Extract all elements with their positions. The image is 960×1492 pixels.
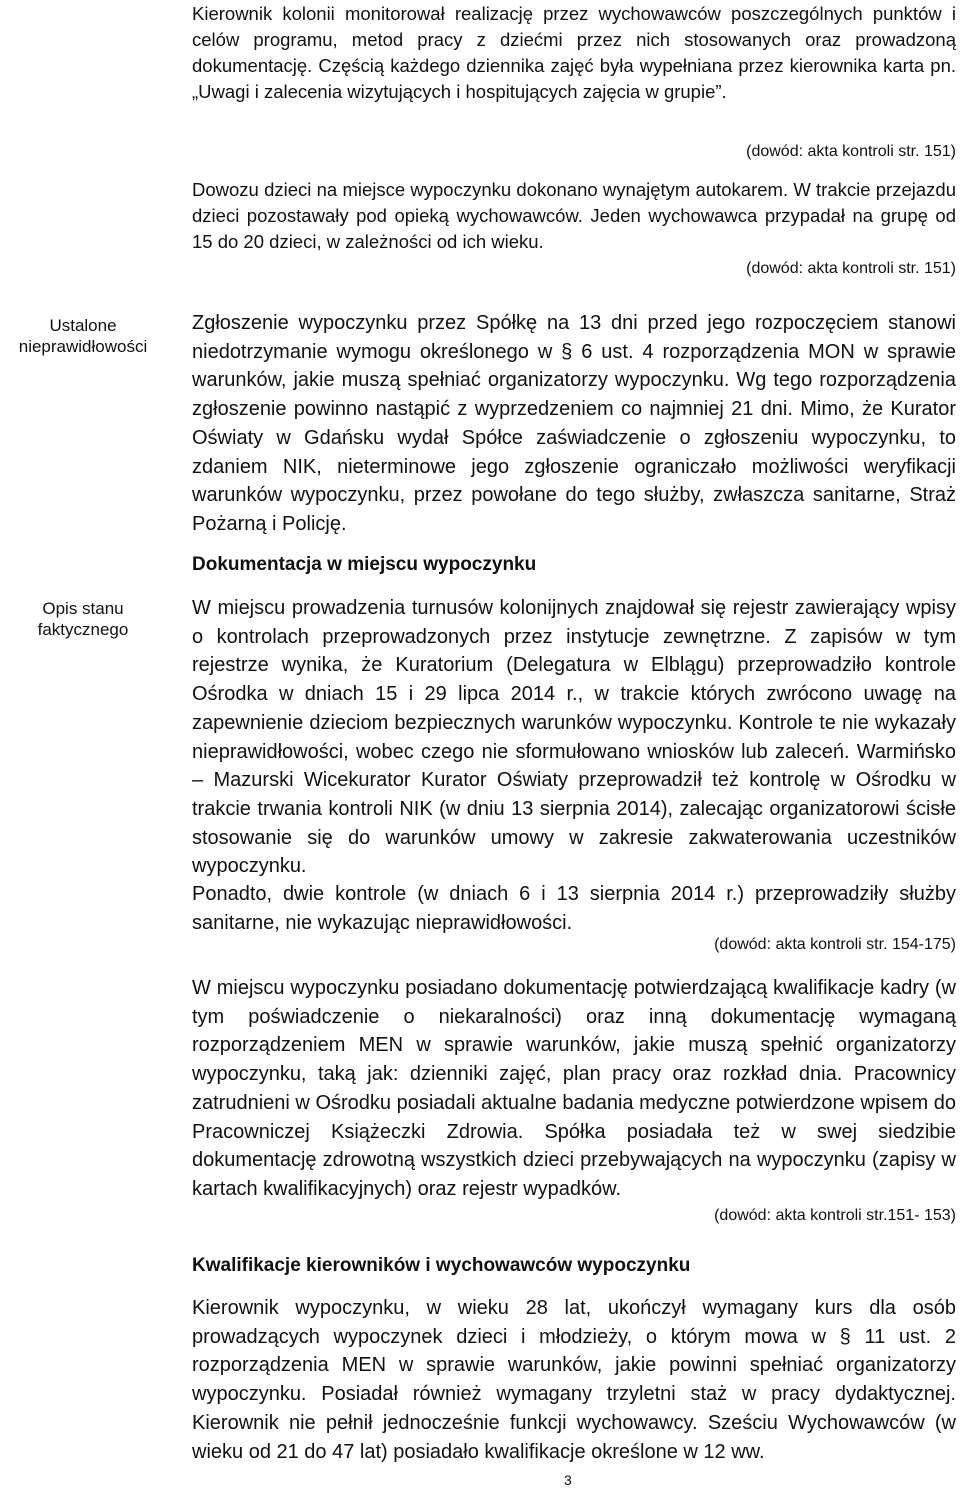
page-number: 3 — [564, 1472, 572, 1488]
paragraph-sanitary: Ponadto, dwie kontrole (w dniach 6 i 13 sierpnia 2014 r.) przeprowadziły służby sanitarne, nie wykazując nieprawidłowości. — [192, 883, 956, 934]
heading-qualifications: Kwalifikacje kierowników i wychowawców wypoczynku — [192, 1255, 691, 1276]
source-note-4: (dowód: akta kontroli str.151- 153) — [714, 1207, 956, 1224]
margin-note-opis: Opis stanu faktycznego — [37, 599, 129, 639]
source-note-3: (dowód: akta kontroli str. 154-175) — [714, 936, 956, 953]
paragraph-qualifications: Kierownik wypoczynku, w wieku 28 lat, ukończył wymagany kurs dla osób prowadzących wypoczynek dzieci i młodzieży, o którym mowa w § 11 ust. 2 rozporządzenia MEN w sprawie warunków, jakie powinni spełniać organizatorzy wypoczynku. Posiadał również wymagany trzyletni staż w pracy dydaktycznej. Kierownik nie pełnił jednocześnie funkcji wychowawcy. Sześciu Wychowawców (w wieku od 21 do 47 lat) posiadało kwalifikacje określone w 12 ww. — [192, 1297, 956, 1463]
source-note-1: (dowód: akta kontroli str. 151) — [746, 143, 956, 160]
paragraph-transport: Dowozu dzieci na miejsce wypoczynku dokonano wynajętym autokarem. W trakcie przejazdu dzieci pozostawały pod opieką wychowawców. Jeden wychowawca przypadał na grupę od 15 do 20 dzieci, w zależności od ich wieku. — [192, 179, 956, 252]
margin-note-ustalone: Ustalone nieprawidłowości — [18, 316, 148, 356]
paragraph-monitoring: Kierownik kolonii monitorował realizację przez wychowawców poszczególnych punktów i celów programu, metod pracy z dziećmi przez nich stosowanych oraz prowadzoną dokumentację. Częścią każdego dziennika zajęć była wypełniana przez kierownika karta pn. „Uwagi i zalecenia wizytujących i hospitujących zajęcia w grupie”. — [192, 3, 956, 102]
source-note-2: (dowód: akta kontroli str. 151) — [746, 260, 956, 277]
heading-documentation: Dokumentacja w miejscu wypoczynku — [192, 554, 537, 575]
paragraph-register: W miejscu prowadzenia turnusów kolonijnych znajdował się rejestr zawierający wpisy o kontrolach przeprowadzonych przez instytucje zewnętrzne. Z zapisów w tym rejestrze wynika, że Kuratorium (Delegatura w Elblągu) przeprowadziło kontrole Ośrodka w dniach 15 i 29 lipca 2014 r., w trakcie których zwrócono uwagę na zapewnienie dzieciom bezpiecznych warunków wypoczynku. Kontrole te nie wykazały nieprawidłowości, wobec czego nie sformułowano wniosków lub zaleceń. Warmińsko – Mazurski Wicekurator Kurator Oświaty przeprowadził też kontrolę w Ośrodku w trakcie trwania kontroli NIK (w dniu 13 sierpnia 2014), zalecając organizatorowi ścisłe stosowanie się do warunków umowy w zakresie zakwaterowania uczestników wypoczynku. — [192, 597, 956, 878]
paragraph-irregularity: Zgłoszenie wypoczynku przez Spółkę na 13 dni przed jego rozpoczęciem stanowi niedotrzymanie wymogu określonego w § 6 ust. 4 rozporządzenia MON w sprawie warunków, jakie muszą spełniać organizatorzy wypoczynku. Wg tego rozporządzenia zgłoszenie powinno nastąpić z wyprzedzeniem co najmniej 21 dni. Mimo, że Kurator Oświaty w Gdańsku wydał Spółce zaświadczenie o zgłoszeniu wypoczynku, to zdaniem NIK, nieterminowe jego zgłoszenie ograniczało możliwości weryfikacji warunków wypoczynku, przez powołane do tego służby, zwłaszcza sanitarne, Straż Pożarną i Policję. — [192, 312, 956, 535]
paragraph-staff-docs: W miejscu wypoczynku posiadano dokumentację potwierdzającą kwalifikacje kadry (w tym poświadczenie o niekaralności) oraz inną dokumentację wymaganą rozporządzeniem MEN w sprawie warunków, jakie muszą spełnić organizatorzy wypoczynku, taką jak: dzienniki zajęć, plan pracy oraz rozkład dnia. Pracownicy zatrudnieni w Ośrodku posiadali aktualne badania medyczne potwierdzone wpisem do Pracowniczej Książeczki Zdrowia. Spółka posiadała też w swej siedzibie dokumentację zdrowotną wszystkich dzieci przebywających na wypoczynku (zapisy w kartach kwalifikacyjnych) oraz rejestr wypadków. — [192, 977, 956, 1200]
